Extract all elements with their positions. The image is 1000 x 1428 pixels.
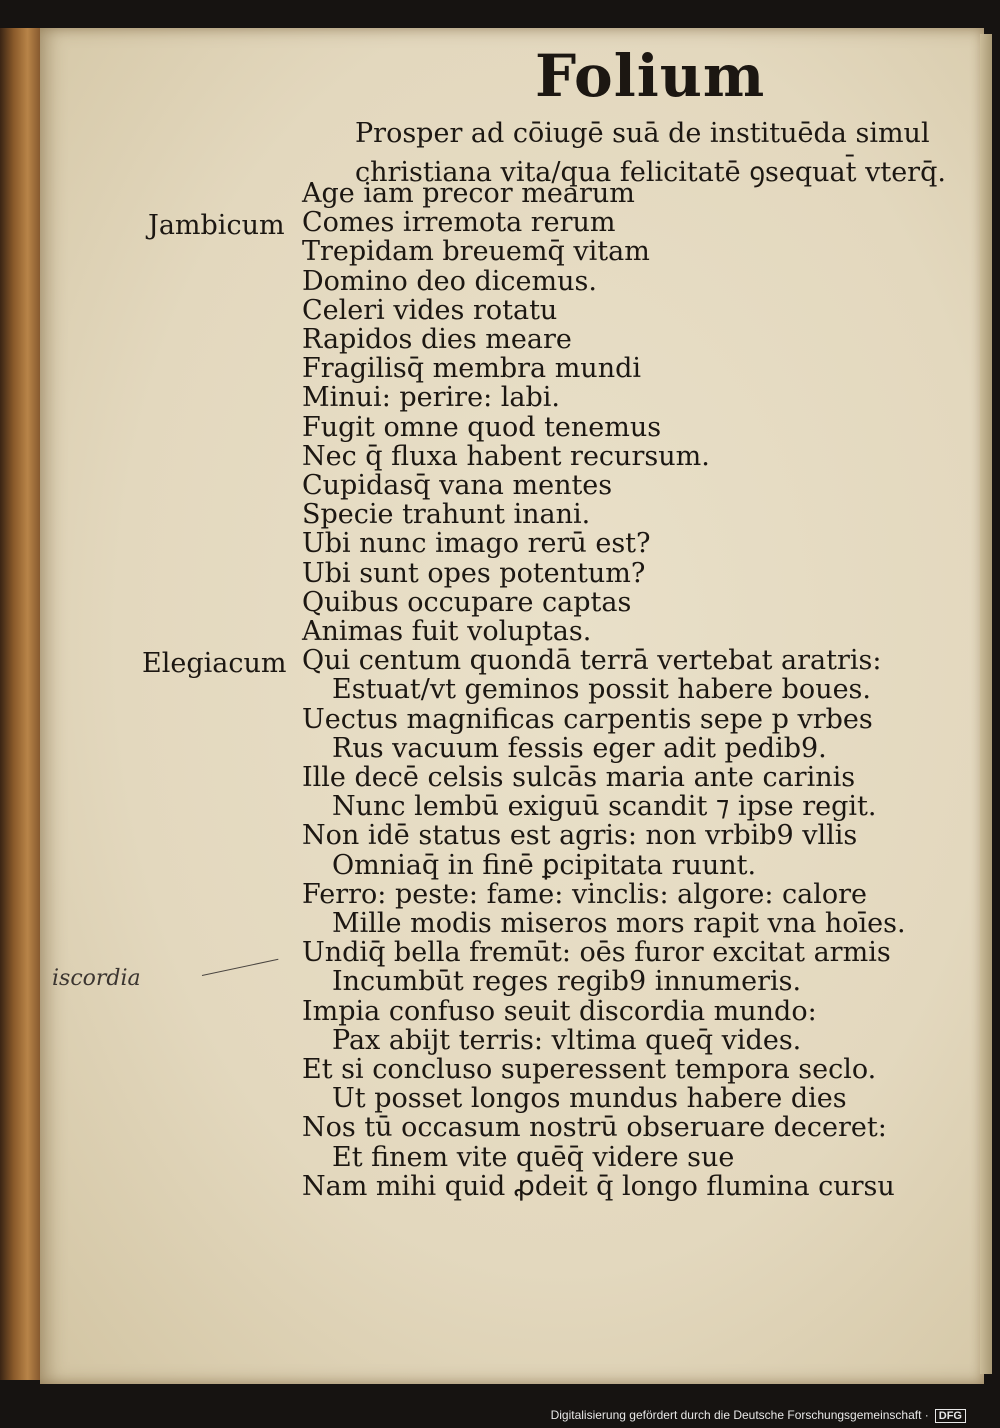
verse-line: Domino deo dicemus. xyxy=(302,265,597,297)
margin-label-elegiacum: Elegiacum xyxy=(142,648,287,679)
verse-line: Celeri vides rotatu xyxy=(302,294,558,326)
verse-line: Nunc lembū exiguū scandit ⁊ ipse regit. xyxy=(332,791,877,823)
verse-line: Minui: perire: labi. xyxy=(302,382,560,414)
verse-line: Nec q̄ fluxa habent recursum. xyxy=(302,440,710,472)
footer-credit xyxy=(551,1408,966,1423)
verse-line: Non idē status est agris: non vrbib9 vllis xyxy=(302,820,858,852)
verse-line: Qui centum quondā terrā vertebat aratris: xyxy=(302,645,882,677)
verse-line: Et finem vite quēq̄ videre sue xyxy=(332,1141,735,1173)
verse-line: Trepidam breuemq̄ vitam xyxy=(302,236,650,268)
verse-line: Animas fuit voluptas. xyxy=(302,616,592,647)
verse-line: Impia confuso seuit discordia mundo: xyxy=(302,995,817,1027)
page-edge xyxy=(980,34,992,1374)
verse-line: Nos tū occasum nostrū obseruare deceret: xyxy=(302,1112,887,1144)
verse-line: Omniaq̄ in finē ꝑcipitata ruunt. xyxy=(332,849,757,881)
verse-line: Nam mihi quid ꝓdeit q̄ longo flumina cursu xyxy=(302,1170,895,1202)
heading-line-2: christiana vita/qua felicitatē ꝯsequat̄ vterq̄. xyxy=(355,157,946,188)
verse-line: Undiq̄ bella fremūt: oēs furor excitat armis xyxy=(302,937,891,969)
verse-line: Uectus magnificas carpentis sepe p vrbes xyxy=(302,703,873,735)
verse-line: Estuat/vt geminos possit habere boues. xyxy=(332,674,871,706)
verse-line: Ille decē celsis sulcās maria ante carinis xyxy=(302,762,856,793)
verse-line: Ubi sunt opes potentum? xyxy=(302,557,646,589)
verse-line: Incumbūt reges regib9 innumeris. xyxy=(332,966,802,998)
dfg-logo: DFG xyxy=(935,1409,966,1423)
verse-line: Ferro: peste: fame: vinclis: algore: calore xyxy=(302,878,867,910)
verse-line: Fragilisq̄ membra mundi xyxy=(302,353,642,385)
heading-line-1: Prosper ad cōiugē suā de instituēda simul xyxy=(355,118,930,149)
marginal-annotation: iscordia xyxy=(52,966,141,991)
verse-line: Age iam precor mearum xyxy=(302,178,635,209)
verse-line: Cupidasq̄ vana mentes xyxy=(302,470,613,501)
verse-line: Ubi nunc imago rerū est? xyxy=(302,528,651,560)
verse-line: Pax abijt terris: vltima queq̄ vides. xyxy=(332,1024,802,1056)
verse-line: Comes irremota rerum xyxy=(302,207,616,239)
verse-line: Quibus occupare captas xyxy=(302,586,632,618)
margin-label-jambicum: Jambicum xyxy=(148,210,285,241)
verse-line: Et si concluso superessent tempora seclo. xyxy=(302,1054,877,1085)
verse-line: Fugit omne quod tenemus xyxy=(302,411,662,443)
verse-line: Rapidos dies meare xyxy=(302,324,572,355)
verse-line: Rus vacuum fessis eger adit pedib9. xyxy=(332,732,827,764)
verse-line: Ut posset longos mundus habere dies xyxy=(332,1083,847,1115)
verse-line: Specie trahunt inani. xyxy=(302,499,591,531)
folio-heading: Folium xyxy=(535,42,766,110)
verse-line: Mille modis miseros mors rapit vna hoīes. xyxy=(332,908,906,939)
footer-text: Digitalisierung gefördert durch die Deutsche Forschungsgemeinschaft · xyxy=(550,1408,929,1422)
